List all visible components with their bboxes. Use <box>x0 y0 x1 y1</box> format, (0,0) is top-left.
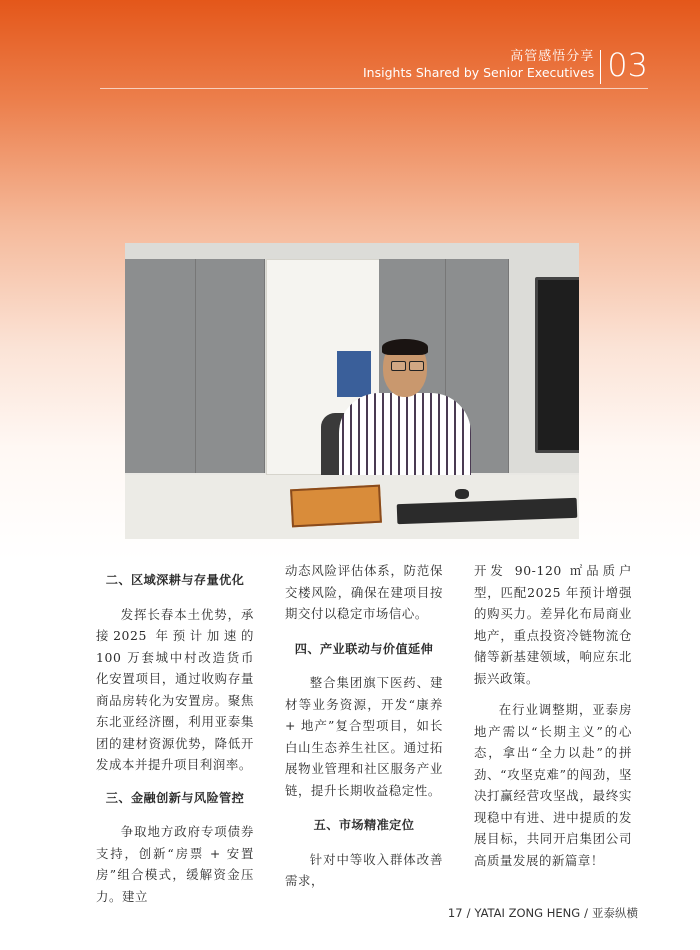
photo-cabinet-left2 <box>196 259 265 473</box>
heading-market-positioning: 五、市场精准定位 <box>313 818 415 832</box>
paragraph-regional-deepening: 发挥长春本土优势，承接2025 年预计加速的 100 万套城中村改造货币化安置项目，通过收购存量商品房转化为安置房。聚焦东北亚经济圈，利用亚泰集团的建材资源优势，降低开发成本并提升项目利润率。 <box>96 606 254 772</box>
header-divider <box>600 50 601 84</box>
footer-separator-2: / <box>584 906 588 920</box>
magazine-name-cn: 亚泰纵横 <box>592 906 638 920</box>
paragraph-risk-control-cont: 动态风险评估体系，防范保交楼风险，确保在建项目按期交付以稳定市场信心。 <box>285 563 443 621</box>
photo-glasses-left <box>391 361 406 371</box>
paragraph-market-positioning-cont: 开发 90-120 ㎡品质户型，匹配2025 年预计增强的购买力。差异化布局商业地产，重点投资冷链物流仓储等新基建领域，响应东北振兴政策。 <box>474 563 632 686</box>
photo-binders <box>337 351 371 397</box>
page-number: 17 <box>447 906 463 920</box>
text-column-3 <box>474 560 632 871</box>
executive-photo <box>125 243 579 539</box>
header-rule <box>100 88 648 89</box>
heading-regional-deepening: 二、区域深耕与存量优化 <box>105 573 245 587</box>
paragraph-market-positioning: 针对中等收入群体改善需求， <box>285 851 443 888</box>
photo-book <box>290 485 382 528</box>
section-title-en: Insights Shared by Senior Executives <box>363 65 595 80</box>
section-header <box>363 48 648 84</box>
photo-monitor <box>535 277 579 453</box>
photo-cabinet-left <box>125 259 196 473</box>
text-column-1 <box>96 560 254 907</box>
section-title-cn: 高管感悟分享 <box>510 49 595 64</box>
magazine-name-en: YATAI ZONG HENG <box>474 906 581 920</box>
paragraph-conclusion: 在行业调整期，亚泰房地产需以“长期主义”的心态，拿出“全力以赴”的拼劲、“攻坚克难”的闯劲，坚决打赢经营攻坚战，最终实现稳中有进、进中提质的发展目标，共同开启集团公司高质量发展的新篇章！ <box>474 702 632 868</box>
paragraph-financial-innovation: 争取地方政府专项债券支持，创新“房票 + 安置房”组合模式，缓解资金压力。建立 <box>96 824 254 904</box>
photo-mouse <box>455 489 469 499</box>
paragraph-industry-linkage: 整合集团旗下医药、建材等业务资源，开发“康养 + 地产”复合型项目，如长白山生态养生社区。通过拓展物业管理和社区服务产业链，提升长期收益稳定性。 <box>285 675 443 798</box>
photo-glasses-right <box>409 361 424 371</box>
heading-financial-innovation: 三、金融创新与风险管控 <box>105 790 245 805</box>
section-number: 03 <box>607 46 648 84</box>
text-column-2 <box>285 560 443 892</box>
section-title-block <box>363 48 594 81</box>
footer-separator-1: / <box>466 906 471 920</box>
page-footer <box>448 905 642 921</box>
heading-industry-linkage: 四、产业联动与价值延伸 <box>294 641 434 656</box>
photo-person-hair <box>382 339 428 355</box>
